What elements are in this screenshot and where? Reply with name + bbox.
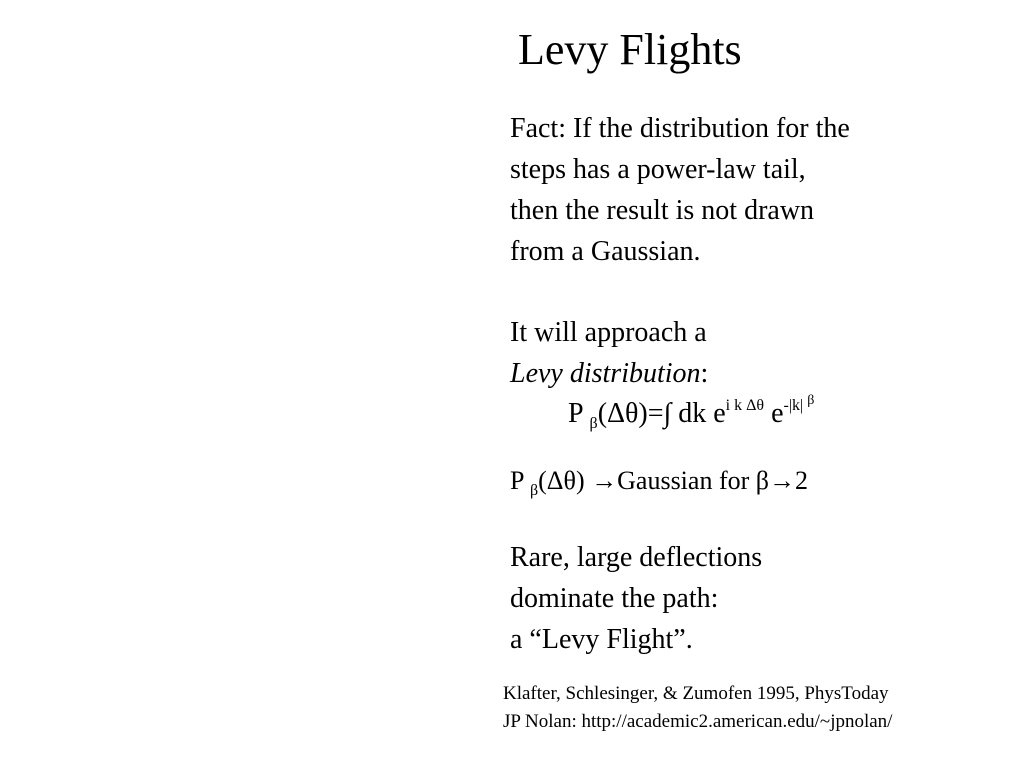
rare-line: dominate the path: (510, 583, 719, 614)
formula-e2: e (764, 398, 784, 429)
approach-line: It will approach a (510, 317, 707, 348)
approach-paragraph (510, 312, 708, 394)
rare-line: a “Levy Flight”. (510, 624, 693, 655)
formula-p: P (568, 398, 590, 429)
gaussian-beta-subscript: β (530, 482, 539, 499)
gaussian-p: P (510, 466, 530, 495)
formula-beta-superscript: β (807, 393, 815, 408)
levy-colon: : (700, 358, 709, 389)
fact-line: then the result is not drawn (510, 195, 815, 226)
fact-line: steps has a power-law tail, (510, 154, 806, 185)
formula-exponent-1: i k Δθ (725, 397, 765, 414)
references (503, 680, 892, 736)
rare-paragraph (510, 537, 762, 660)
formula-exponent-2: -|k| (783, 397, 804, 414)
fact-line: from a Gaussian. (510, 236, 701, 267)
levy-distribution-label: Levy distribution (510, 358, 701, 389)
reference-line: JP Nolan: http://academic2.american.edu/~jpnolan/ (503, 711, 893, 732)
fact-paragraph (510, 108, 850, 272)
levy-distribution-line (510, 353, 708, 394)
levy-formula (568, 393, 814, 434)
formula-integral: (Δθ)=∫ dk e (597, 398, 726, 429)
rare-line: Rare, large deflections (510, 542, 763, 573)
gaussian-rest: (Δθ) →Gaussian for β→2 (538, 466, 808, 495)
formula-beta-subscript: β (589, 415, 598, 432)
fact-line: Fact: If the distribution for the (510, 113, 850, 144)
gaussian-limit-line (510, 461, 808, 501)
slide-title: Levy Flights (518, 25, 742, 74)
reference-line: Klafter, Schlesinger, & Zumofen 1995, PhysToday (503, 683, 889, 704)
